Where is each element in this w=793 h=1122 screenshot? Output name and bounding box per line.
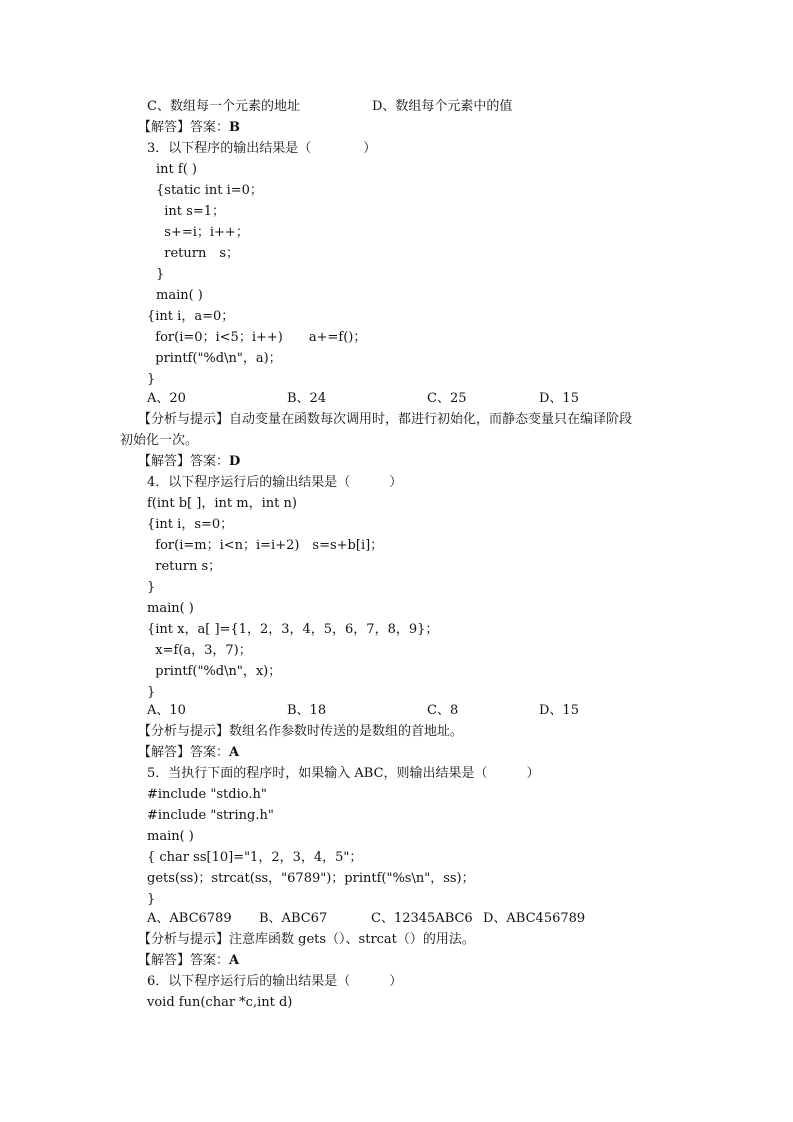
- q5-stem: 5．当执行下面的程序时，如果输入 ABC，则输出结果是（ ）: [147, 766, 540, 781]
- q3-answer: 【解答】答案：D: [138, 454, 241, 469]
- q3-code-line: int s=1；: [156, 204, 225, 219]
- q5-option-a: A、ABC6789: [147, 911, 232, 926]
- q4-option-c: C、8: [427, 703, 459, 718]
- q4-code-line: x=f(a，3，7)；: [147, 643, 252, 658]
- q4-code-line: printf("%d\n"，x)；: [147, 664, 282, 679]
- q4-hint: 【分析与提示】数组名作参数时传送的是数组的首地址。: [138, 724, 464, 739]
- q5-code-line: #include "string.h": [147, 808, 274, 823]
- q4-code-line: }: [147, 685, 156, 700]
- q4-answer: 【解答】答案：A: [138, 745, 240, 760]
- q5-code-line: main( ): [147, 829, 194, 844]
- q3-code-line: int f( ): [156, 162, 197, 177]
- q2-option-d: D、数组每个元素中的值: [372, 99, 513, 114]
- q3-hint: 【分析与提示】自动变量在函数每次调用时，都进行初始化，而静态变量只在编译阶段: [138, 412, 633, 427]
- q3-option-a: A、20: [147, 391, 186, 406]
- q4-option-b: B、18: [287, 703, 327, 718]
- q5-code-line: #include "stdio.h": [147, 787, 267, 802]
- q5-code-line: { char ss[10]="1，2，3，4，5"；: [147, 850, 363, 865]
- q4-code-line: main( ): [147, 601, 194, 616]
- q5-code-line: }: [147, 892, 156, 907]
- q6-stem: 6．以下程序运行后的输出结果是（ ）: [147, 974, 403, 989]
- q5-code-line: gets(ss)；strcat(ss，"6789")；printf("%s\n"，ss)；: [147, 871, 475, 886]
- q2-answer: 【解答】答案：B: [138, 120, 241, 135]
- q3-code-line: main( ): [156, 288, 203, 303]
- q3-stem: 3．以下程序的输出结果是（ ）: [147, 141, 377, 156]
- q4-code-line: for(i=m；i<n；i=i+2) s=s+b[i]；: [147, 538, 384, 553]
- q4-code-line: f(int b[ ]，int m，int n): [147, 496, 297, 511]
- q5-answer: 【解答】答案：A: [138, 953, 240, 968]
- q4-stem: 4．以下程序运行后的输出结果是（ ）: [147, 475, 403, 490]
- q5-hint: 【分析与提示】注意库函数 gets（）、strcat（）的用法。: [138, 932, 475, 947]
- q5-option-d: D、ABC456789: [483, 911, 586, 926]
- q4-code-line: }: [147, 580, 156, 595]
- q5-option-c: C、12345ABC6: [371, 911, 473, 926]
- q3-code-line: }: [147, 372, 156, 387]
- q4-option-d: D、15: [539, 703, 579, 718]
- q4-code-line: return s；: [147, 559, 222, 574]
- q3-code-line: }: [156, 267, 165, 282]
- q6-code-line: void fun(char *c,int d): [147, 995, 293, 1010]
- q3-option-d: D、15: [539, 391, 579, 406]
- q4-code-line: {int x，a[ ]={1，2，3，4，5，6，7，8，9}；: [147, 622, 439, 637]
- q3-code-line: {int i，a=0；: [147, 309, 235, 324]
- q3-code-line: {static int i=0；: [156, 183, 263, 198]
- q4-code-line: {int i，s=0；: [147, 517, 234, 532]
- q3-option-b: B、24: [287, 391, 327, 406]
- q3-code-line: printf("%d\n"，a)；: [147, 351, 282, 366]
- q5-option-b: B、ABC67: [259, 911, 328, 926]
- q3-code-line: for(i=0；i<5；i++) a+=f()；: [147, 330, 367, 345]
- q3-code-line: return s；: [156, 246, 240, 261]
- q3-hint-cont: 初始化一次。: [120, 433, 199, 448]
- q3-code-line: s+=i；i++；: [156, 225, 249, 240]
- q3-option-c: C、25: [427, 391, 467, 406]
- q4-option-a: A、10: [147, 703, 186, 718]
- q2-option-c: C、数组每一个元素的地址: [147, 99, 300, 114]
